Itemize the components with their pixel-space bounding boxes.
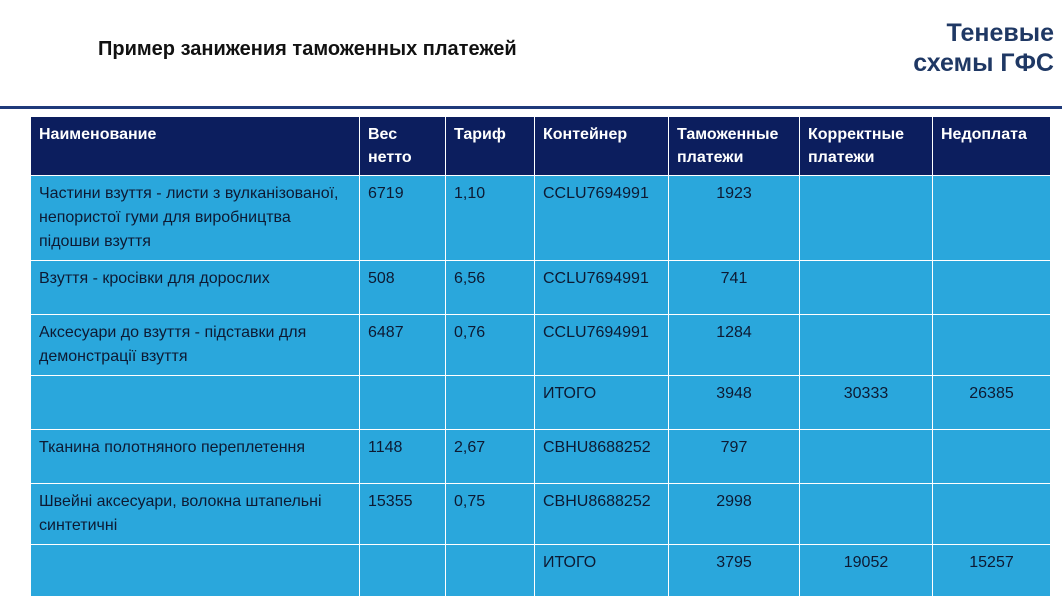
cell-customs: 2998 <box>669 484 800 545</box>
table-row <box>31 261 1051 315</box>
cell-total-label: ИТОГО <box>535 376 669 430</box>
header-customs-payments: Таможенные платежи <box>669 117 800 176</box>
cell-name: Швейні аксесуари, волокна штапельні синтетичні <box>31 484 360 545</box>
cell-container: CCLU7694991 <box>535 176 669 261</box>
cell-underpay <box>933 261 1051 315</box>
header-container: Контейнер <box>535 117 669 176</box>
cell-underpay: 26385 <box>933 376 1051 430</box>
cell-underpay <box>933 484 1051 545</box>
table-row <box>31 430 1051 484</box>
cell-weight: 6487 <box>360 315 446 376</box>
cell-tarif: 0,76 <box>446 315 535 376</box>
cell-container: CBHU8688252 <box>535 484 669 545</box>
cell-underpay <box>933 315 1051 376</box>
cell-name: Аксесуари до взуття - підставки для демонстрації взуття <box>31 315 360 376</box>
header-name: Наименование <box>31 117 360 176</box>
table-total-row <box>31 545 1051 597</box>
cell-correct <box>800 315 933 376</box>
cell-weight: 6719 <box>360 176 446 261</box>
cell-customs: 3948 <box>669 376 800 430</box>
cell-customs: 1923 <box>669 176 800 261</box>
brand-label <box>913 18 1054 78</box>
cell-correct <box>800 430 933 484</box>
cell-underpay: 15257 <box>933 545 1051 597</box>
cell-container: CBHU8688252 <box>535 430 669 484</box>
header-correct-payments: Корректные платежи <box>800 117 933 176</box>
cell-customs: 741 <box>669 261 800 315</box>
header-underpayment: Недоплата <box>933 117 1051 176</box>
cell-customs: 1284 <box>669 315 800 376</box>
cell-name <box>31 545 360 597</box>
cell-underpay <box>933 176 1051 261</box>
cell-tarif: 1,10 <box>446 176 535 261</box>
cell-tarif: 2,67 <box>446 430 535 484</box>
table-header-row <box>31 117 1051 176</box>
cell-correct: 19052 <box>800 545 933 597</box>
table-row <box>31 484 1051 545</box>
header-divider <box>0 106 1062 109</box>
brand-line-1: Теневые <box>946 19 1054 47</box>
cell-correct <box>800 484 933 545</box>
table-total-row <box>31 376 1051 430</box>
cell-correct: 30333 <box>800 376 933 430</box>
customs-table <box>30 116 1051 597</box>
cell-weight: 15355 <box>360 484 446 545</box>
cell-name: Тканина полотняного переплетення <box>31 430 360 484</box>
cell-weight: 1148 <box>360 430 446 484</box>
cell-customs: 797 <box>669 430 800 484</box>
cell-name: Частини взуття - листи з вулканізованої, непористої гуми для виробництва підошви взуття <box>31 176 360 261</box>
cell-customs: 3795 <box>669 545 800 597</box>
cell-tarif <box>446 376 535 430</box>
cell-weight <box>360 376 446 430</box>
cell-weight <box>360 545 446 597</box>
cell-name: Взуття - кросівки для дорослих <box>31 261 360 315</box>
cell-correct <box>800 261 933 315</box>
cell-name <box>31 376 360 430</box>
cell-tarif: 0,75 <box>446 484 535 545</box>
cell-total-label: ИТОГО <box>535 545 669 597</box>
table-row <box>31 176 1051 261</box>
slide-title: Пример занижения таможенных платежей <box>98 38 517 60</box>
table-row <box>31 315 1051 376</box>
cell-container: CCLU7694991 <box>535 261 669 315</box>
cell-underpay <box>933 430 1051 484</box>
brand-line-2: схемы ГФС <box>913 49 1054 77</box>
cell-weight: 508 <box>360 261 446 315</box>
cell-tarif <box>446 545 535 597</box>
header-weight: Вес нетто <box>360 117 446 176</box>
header-tarif: Тариф <box>446 117 535 176</box>
cell-correct <box>800 176 933 261</box>
cell-container: CCLU7694991 <box>535 315 669 376</box>
cell-tarif: 6,56 <box>446 261 535 315</box>
